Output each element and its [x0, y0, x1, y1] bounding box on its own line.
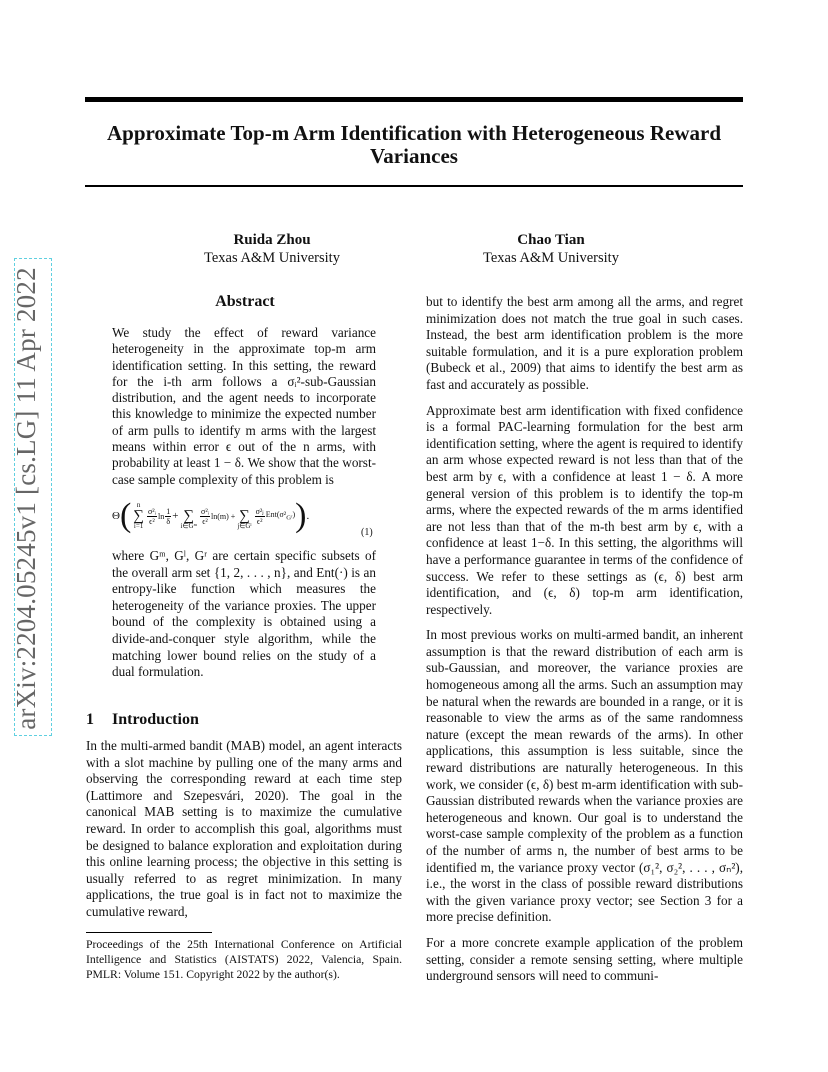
abstract-paragraph-1: We study the effect of reward variance heterogeneity in the approximate top-m arm identification setting. In this setting, the reward for the i-th arm follows a σᵢ²-sub-Gaussian distribution, and the agent needs to incorporate this knowledge to minimize the expected number of arm pulls to identify m arms with the largest means within error ϵ out of the n arms, with probability at least 1 − δ. We show that the worst-case sample complexity of this problem is: [112, 325, 376, 487]
right-paragraph-1: but to identify the best arm among all the arms, and regret minimization does not match the true goal in such cases. Instead, the best arm identification problem is the more suitable formulation, and it is a pure exploration problem (Bubeck et al., 2009) that aims to identify the best arm as fast and accurately as possible.: [426, 294, 743, 392]
footnote: Proceedings of the 25th International Conference on Artificial Intelligence and Statistics (AISTATS) 2022, Valencia, Spain. PMLR: Volume 151. Copyright 2022 by the author(s).: [86, 938, 402, 981]
paper-title: [85, 122, 743, 168]
right-paragraph-3: In most previous works on multi-armed bandit, an inherent assumption is that the reward distribution of each arm is sub-Gaussian, and moreover, the variance proxies are homogeneous among all the arms. Such an assumption may be natural when the rewards are bounded in a range, or it is reasonable to view the arms as of the same randomness nature (except the mean rewards of the arms). In other applications, this assumption is less suitable, since the reward distributions are naturally heterogeneous. In this work, we consider (ϵ, δ) best m-arm identification with sub-Gaussian distributed rewards when the variance proxies are heterogeneous and known. Our goal is to understand the worst-case sample complexity of the problem as a function of the number of arms n, the number of best arms to be identified m, the variance proxy vector (σ₁², σ₂², . . . , σₙ²), i.e., the worst in the class of possible reward distributions with the given variance proxy vector; see Section 3 for a more precise definition.: [426, 627, 743, 925]
arxiv-id: arXiv:2204.05245v1 [cs.LG] 11 Apr 2022: [10, 266, 41, 730]
author-1: [172, 231, 372, 267]
top-rule: [85, 97, 743, 102]
footnote-rule: [86, 932, 212, 933]
abstract-paragraph-2: where Gᵐ, Gˡ, Gʳ are certain specific subsets of the overall arm set {1, 2, . . . , n}, and Ent(·) is an entropy-like function which measures the heterogeneity of the variance proxies. The upper bound of the complexity is obtained using a divide-and-conquer style algorithm, while the matching lower bound relies on the study of a dual formulation.: [112, 548, 376, 680]
arxiv-stamp[interactable]: [2, 258, 50, 738]
author-2: [451, 231, 651, 267]
right-paragraph-4: For a more concrete example application of the problem setting, consider a remote sensing setting, where multiple underground sensors will need to communi-: [426, 934, 743, 984]
equation-number: (1): [361, 527, 373, 538]
title-line-2: Variances: [370, 144, 458, 168]
title-line-1: Approximate Top-m Arm Identification with Heterogeneous Reward: [106, 121, 722, 145]
section-heading: [86, 711, 199, 729]
author-affiliation: Texas A&M University: [204, 250, 340, 266]
right-paragraph-2: Approximate best arm identification with fixed confidence is a formal PAC-learning formulation for the best arm identification setting, where the agent is required to identify an arm whose expected reward is not less than that of the best arm by ϵ, with a confidence at least 1 − δ. A more general version of this problem is to identify the top-m arms, where the expected rewards of the m arms identified are not less than that of the m-th best arm by ϵ, with a confidence at least 1−δ. In this setting, the algorithms will have a performance guarantee in terms of the confidence of success. We refer to these settings as (ϵ, δ) best arm identification, and (ϵ, δ) top-m arm identification, respectively.: [426, 402, 743, 617]
abstract-heading: Abstract: [215, 293, 275, 310]
section-number: 1: [86, 711, 94, 728]
intro-paragraph-1: In the multi-armed bandit (MAB) model, an agent interacts with a slot machine by pulling one of the many arms and observing the corresponding reward at each time step (Lattimore and Szepesvári, 2020). The goal in the canonical MAB setting is to maximize the cumulative reward. In order to accomplish this goal, algorithms must be designed to balance exploration and exploitation during this online learning process; the objective in this setting is usually referred to as regret minimization. In many applications, the true goal is in fact not to maximize the cumulative reward,: [86, 738, 402, 919]
author-name: Ruida Zhou: [233, 232, 311, 248]
right-column: [426, 294, 743, 994]
author-name: Chao Tian: [517, 232, 585, 248]
bottom-rule: [85, 185, 743, 187]
author-affiliation: Texas A&M University: [483, 250, 619, 266]
equation-1: Θ ( n ∑ i=1 $\frac{\text{σ²ᵢ}}{\text{ϵ²}}$ ln $\frac{1}{\delta}$ + ∑ i∈Gᵐ $\frac{\text{σ²ᵢ}}{\text{ϵ²}}$ ln(m) + ∑ j∈Gˡ $\frac{\text{σ²ⱼ}}{\text{ϵ²}}$ $Ent(\sigma^2_{Gʳ})$ ) .: [112, 497, 310, 534]
section-title: Introduction: [112, 711, 199, 728]
